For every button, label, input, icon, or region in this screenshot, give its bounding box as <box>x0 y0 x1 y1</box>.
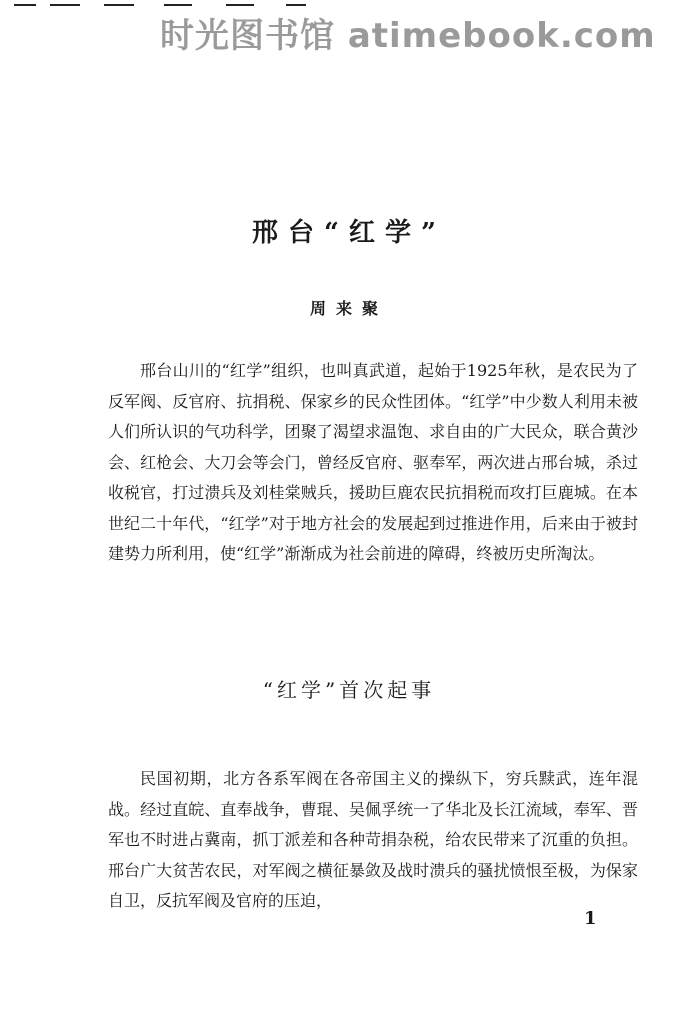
article-title: 邢台“红学” <box>252 218 446 248</box>
top-rule <box>164 4 192 6</box>
top-rule <box>50 4 80 6</box>
section-heading: “红学”首次起事 <box>262 678 436 702</box>
top-rule <box>286 4 306 6</box>
page-number: 1 <box>584 908 597 929</box>
top-rule <box>104 4 134 6</box>
section-paragraph: 民国初期，北方各系军阀在各帝国主义的操纵下，穷兵黩武，连年混战。经过直皖、直奉战争，曹琨、吴佩孚统一了华北及长江流域，奉军、晋军也不时进占冀南，抓丁派差和各种苛捐杂税，给农民带来了沉重的负担。邢台广大贫苦农民，对军阀之横征暴敛及战时溃兵的骚扰愤恨至极，为保家自卫，反抗军阀及官府的压迫， <box>108 769 638 910</box>
intro-paragraph: 邢台山川的“红学”组织，也叫真武道，起始于1925年秋，是农民为了反军阀、反官府、抗捐税、保家乡的民众性团体。“红学”中少数人利用未被人们所认识的气功科学，团聚了渴望求温饱、求自由的广大民众，联合黄沙会、红枪会、大刀会等会门，曾经反官府、驱奉军，两次进占邢台城，杀过收税官，打过溃兵及刘桂棠贼兵，援助巨鹿农民抗捐税而攻打巨鹿城。在本世纪二十年代，“红学”对于地方社会的发展起到过推进作用，后来由于被封建势力所利用，使“红学”渐渐成为社会前进的障碍，终被历史所淘汰。 <box>108 361 638 563</box>
top-rule <box>226 4 254 6</box>
watermark: 时光图书馆 atimebook.com <box>160 16 656 56</box>
article-author: 周来聚 <box>309 299 388 318</box>
top-rule <box>14 4 36 6</box>
